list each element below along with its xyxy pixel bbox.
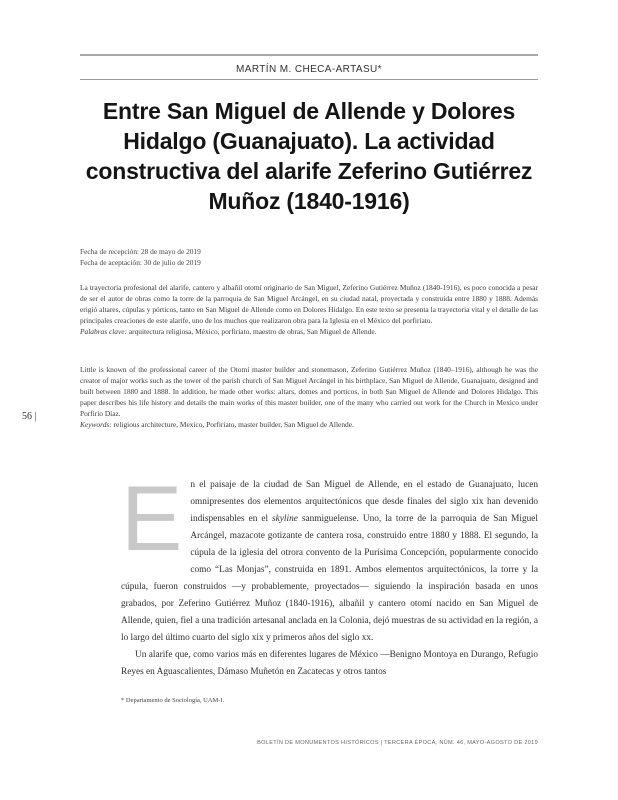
article-dates [80, 246, 538, 268]
abstract-english-text: Little is known of the professional career of the Otomí master builder and stonemason, Zeferino Gutiérrez Muñoz (1840–1916), although he was the creator of major works such as the tower of the parish church of San Miguel Arcángel in his birthplace, San Miguel de Allende, Guanajuato, designed and built between 1880 and 1888. In addition, he made other works: altars, domes and porticos, in both San Miguel de Allende and Dolores Hidalgo. This paper describes his life history and details the main works of this master builder, one of the many who carried out work for the Church in Mexico under Porfirio Díaz. [80, 365, 538, 418]
journal-footer: BOLETÍN DE MONUMENTOS HISTÓRICOS | TERCERA ÉPOCA, NÚM. 46, MAYO-AGOSTO DE 2019 [257, 740, 538, 746]
keywords-english [80, 419, 538, 430]
keywords-english-label: Keywords: [80, 420, 112, 429]
article-title: Entre San Miguel de Allende y Dolores Hidalgo (Guanajuato). La actividad constructiva del alarife Zeferino Gutiérrez Muñoz (1840-1916) [85, 98, 533, 214]
body-paragraph-1-text-b: sanmiguelense. Uno, la torre de la parroquia de San Miguel Arcángel, mazacote gotizante de cantera rosa, construido entre 1880 y 1888. El segundo, la cúpula de la iglesia del otrora convento de la Purísima Concepción, popularmente conocido como “Las Monjas”, construida en 1891. Ambos elementos arquitectónicos, la torre y la cúpula, fueron construidos —y probablemente, proyectados— siguiendo la inspiración basada en unos grabados, por Zeferino Gutiérrez Muñoz (1840-1916), albañil y cantero otomí nacido en San Miguel de Allende, quien, fiel a una tradición artesanal anclada en la Colonia, dejó muestras de su actividad en la región, a lo largo del último cuarto del siglo xix y primeros años del siglo xx. [121, 514, 538, 643]
body-paragraph-1-italic: skyline [272, 514, 298, 524]
body-paragraph-1-text-a: n el paisaje de la ciudad de San Miguel de Allende, en el estado de Guanajuato, lucen omnipresentes dos elementos arquitectónicos que desde finales del siglo xix han devenido indispensables en el [190, 480, 538, 524]
body-paragraph-1 [121, 468, 538, 647]
keywords-spanish [80, 326, 538, 337]
abstract-english [80, 364, 538, 430]
footnote: * Departamento de Sociología, UAM-I. [121, 697, 225, 704]
keywords-spanish-list: arquitectura religiosa, México, porfiriato, maestro de obras, San Miguel de Allende. [127, 327, 377, 336]
date-accepted: Fecha de aceptación: 30 de julio de 2019 [80, 258, 201, 267]
author-rule [80, 79, 538, 80]
keywords-english-list: religious architecture, Mexico, Porfiriato, master builder, San Miguel de Allende. [111, 420, 354, 429]
body-paragraph-2: Un alarife que, como varios más en diferentes lugares de México —Benigno Montoya en Durango, Refugio Reyes en Aguascalientes, Dámaso Muñetón en Zacatecas y otros tantos [121, 650, 538, 677]
date-received: Fecha de recepción: 28 de mayo de 2019 [80, 247, 201, 256]
keywords-spanish-label: Palabras clave: [80, 327, 127, 336]
abstract-spanish [80, 282, 538, 337]
page-number: 56 | [22, 411, 37, 422]
abstract-spanish-text: La trayectoria profesional del alarife, cantero y albañil otomí originario de San Miguel, Zeferino Gutiérrez Muñoz (1840-1916), es poco conocida a pesar de ser el autor de obras como la torre de la parroquia de San Miguel Arcángel, en su ciudad natal, proyectada y construida entre 1880 y 1888. Además erigió altares, cúpulas y pórticos, tanto en San Miguel de Allende como en Dolores Hidalgo. En este texto se presenta la trayectoria vital y el detalle de las principales creaciones de este alarife, uno de los muchos que realizaron obra para la Iglesia en el México del porfiriato. [80, 283, 538, 325]
top-rule [80, 54, 538, 56]
drop-cap: E [121, 468, 183, 570]
author-name: MARTÍN M. CHECA-ARTASU* [236, 64, 382, 75]
